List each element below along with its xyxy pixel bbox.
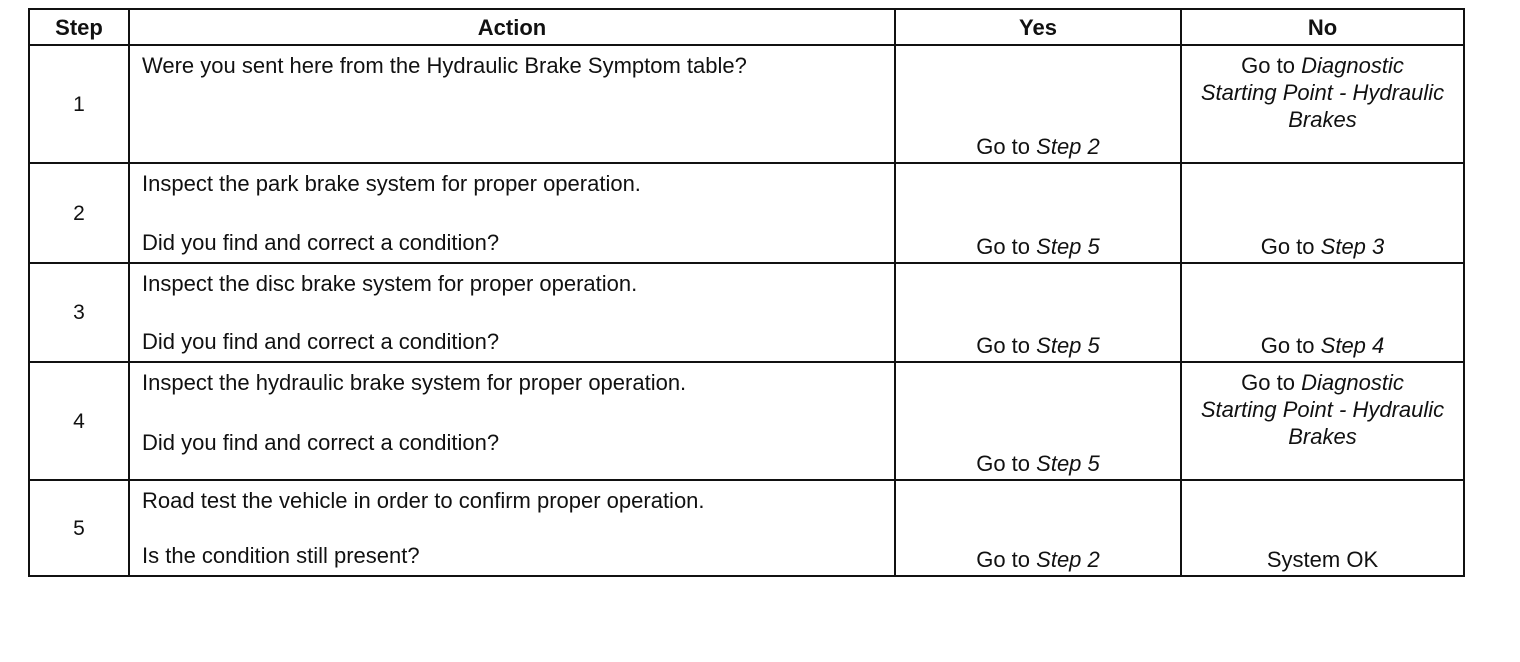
table-row [29,45,1464,163]
table-row [29,480,1464,576]
goto-prefix: Go to [976,234,1031,259]
goto-prefix: Go to [976,134,1031,159]
goto-target: Diagnostic [1301,53,1404,78]
goto-prefix: Go to [1241,53,1295,78]
action-cell [129,362,895,480]
header-row [29,9,1464,45]
no-goto [1182,332,1463,359]
action-instruction: Were you sent here from the Hydraulic Brake Symptom table? [142,53,747,78]
header-no: No [1181,9,1464,45]
diagnostic-table [28,8,1465,577]
goto-target: Starting Point - [1200,397,1347,422]
step-number: 3 [29,263,129,362]
goto-prefix: Go to [1260,333,1315,358]
yes-cell [895,163,1181,263]
action-instruction: Inspect the hydraulic brake system for proper operation. [142,370,687,395]
step-number: 4 [29,362,129,480]
header-yes: Yes [895,9,1181,45]
action-instruction: Inspect the disc brake system for proper operation. [142,271,638,296]
action-question: Did you find and correct a condition? [142,230,500,255]
yes-goto [896,233,1180,260]
yes-cell [895,480,1181,576]
goto-target: Step 5 [1036,333,1100,358]
no-cell [1181,45,1464,163]
no-goto-line1 [1182,369,1463,396]
no-cell [1181,480,1464,576]
action-instruction: Road test the vehicle in order to confirm proper operation. [142,488,705,513]
goto-prefix: Go to [1260,234,1315,259]
table-row [29,263,1464,362]
yes-cell [895,362,1181,480]
action-cell [129,480,895,576]
no-goto [1182,233,1463,260]
no-result: System OK [1266,547,1379,572]
goto-target: Hydraulic Brakes [1288,80,1445,132]
goto-target: Diagnostic [1301,370,1404,395]
yes-goto [896,546,1180,573]
action-question: Did you find and correct a condition? [142,329,500,354]
action-cell [129,263,895,362]
goto-prefix: Go to [1241,370,1295,395]
goto-prefix: Go to [976,451,1031,476]
step-number: 1 [29,45,129,163]
goto-target: Step 2 [1036,547,1100,572]
action-instruction: Inspect the park brake system for proper operation. [142,171,641,196]
goto-target: Hydraulic Brakes [1288,397,1445,449]
yes-goto [896,133,1180,160]
table-row [29,362,1464,480]
goto-target: Step 3 [1320,234,1385,259]
goto-prefix: Go to [976,547,1031,572]
no-goto [1182,52,1463,133]
action-question: Did you find and correct a condition? [142,430,500,455]
table-row [29,163,1464,263]
goto-target: Step 4 [1320,333,1385,358]
step-number: 2 [29,163,129,263]
no-cell [1181,163,1464,263]
goto-target: Step 2 [1036,134,1100,159]
goto-target: Step 5 [1036,234,1100,259]
goto-prefix: Go to [976,333,1031,358]
action-cell [129,45,895,163]
step-number: 5 [29,480,129,576]
no-cell [1181,362,1464,480]
yes-cell [895,45,1181,163]
action-question: Is the condition still present? [142,543,420,568]
action-cell [129,163,895,263]
yes-cell [895,263,1181,362]
yes-goto [896,450,1180,477]
no-goto-line1 [1182,52,1463,79]
yes-goto [896,332,1180,359]
no-cell [1181,263,1464,362]
goto-target: Step 5 [1036,451,1100,476]
no-goto [1182,369,1463,450]
header-step: Step [29,9,129,45]
goto-target: Starting Point - [1200,80,1347,105]
header-action: Action [129,9,895,45]
